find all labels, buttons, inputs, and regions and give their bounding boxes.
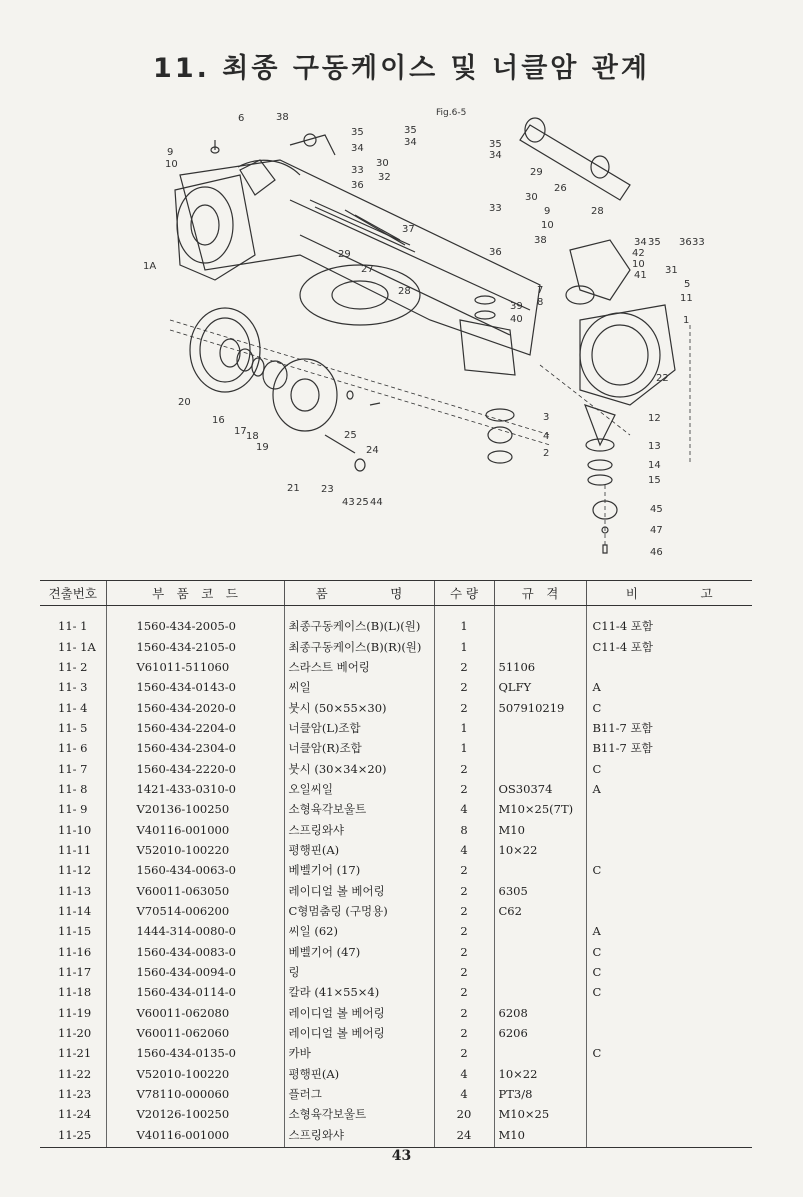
callout-label: 5 [684, 279, 691, 290]
cell-remarks: C [586, 942, 752, 962]
cell-specification: 507910219 [494, 697, 586, 717]
callout-label: 3 [543, 412, 550, 423]
cell-part-code: V20126-100250 [106, 1104, 284, 1124]
parts-table [40, 580, 752, 1148]
cell-part-code: 1560-434-2220-0 [106, 758, 284, 778]
cell-remarks: A [586, 921, 752, 941]
cell-part-number: 11- 1 [58, 619, 88, 634]
table-row [40, 779, 752, 799]
cell-remarks [586, 1064, 752, 1084]
callout-label: 19 [256, 442, 269, 453]
callout-label: 1A [143, 261, 157, 272]
cell-specification: 6208 [494, 1003, 586, 1023]
cell-part-name: 너클암(R)조합 [284, 738, 434, 758]
cell-specification [494, 921, 586, 941]
cell-quantity: 8 [434, 819, 494, 839]
cell-part-name: 너클암(L)조합 [284, 718, 434, 738]
cell-part-number: 11-13 [58, 883, 92, 898]
cell-quantity: 2 [434, 880, 494, 900]
callout-label: 44 [370, 497, 383, 508]
cell-remarks: A [586, 677, 752, 697]
cell-part-number: 11- 1A [58, 639, 96, 654]
cell-quantity: 1 [434, 606, 494, 637]
cell-part-number: 11-17 [58, 965, 92, 980]
cell-part-number: 11- 4 [58, 700, 88, 715]
cell-remarks [586, 1023, 752, 1043]
cell-remarks: B11-7 포함 [586, 738, 752, 758]
cell-quantity: 2 [434, 962, 494, 982]
header-part-number: 견출번호 [40, 581, 106, 606]
callout-label: 10 [541, 220, 554, 231]
cell-specification [494, 606, 586, 637]
cell-remarks [586, 1125, 752, 1148]
callout-label: 12 [648, 413, 661, 424]
cell-specification: 6305 [494, 880, 586, 900]
cell-remarks: C [586, 962, 752, 982]
cell-part-number: 11- 3 [58, 680, 88, 695]
cell-specification: PT3/8 [494, 1084, 586, 1104]
cell-quantity: 4 [434, 1064, 494, 1084]
cell-quantity: 20 [434, 1104, 494, 1124]
callout-label: 22 [656, 373, 669, 384]
callout-label: 42 [632, 248, 645, 259]
callout-label: 36 [351, 180, 364, 191]
callout-label: 29 [338, 249, 351, 260]
cell-quantity: 2 [434, 758, 494, 778]
cell-part-number: 11-18 [58, 985, 92, 1000]
page-title: 11. 최종 구동케이스 및 너클암 관계 [153, 53, 650, 84]
header-quantity: 수 량 [434, 581, 494, 606]
cell-part-number: 11-20 [58, 1026, 92, 1041]
cell-part-code: 1560-434-0114-0 [106, 982, 284, 1002]
cell-specification [494, 738, 586, 758]
cell-part-name: 베벨기어 (47) [284, 942, 434, 962]
cell-part-number: 11-23 [58, 1087, 92, 1102]
callout-label: 32 [378, 172, 391, 183]
cell-part-code: V61011-511060 [106, 657, 284, 677]
cell-part-number: 11- 5 [58, 720, 88, 735]
callout-label: 24 [366, 445, 379, 456]
cell-part-number: 11-21 [58, 1046, 92, 1061]
header-part-name: 품 명 [284, 581, 434, 606]
table-row [40, 942, 752, 962]
cell-part-code: V78110-000060 [106, 1084, 284, 1104]
cell-remarks: C [586, 1043, 752, 1063]
cell-specification: M10×25(7T) [494, 799, 586, 819]
cell-quantity: 4 [434, 1084, 494, 1104]
cell-remarks [586, 1084, 752, 1104]
cell-part-number: 11-24 [58, 1107, 92, 1122]
table-row [40, 738, 752, 758]
callout-label: 10 [632, 259, 645, 270]
callout-label: 36 [679, 237, 692, 248]
cell-part-number: 11-22 [58, 1066, 92, 1081]
cell-specification: 10×22 [494, 1064, 586, 1084]
cell-quantity: 2 [434, 982, 494, 1002]
callout-label: 17 [234, 426, 247, 437]
callout-label: 1 [683, 315, 690, 326]
table-row [40, 921, 752, 941]
cell-part-number: 11-15 [58, 924, 92, 939]
cell-quantity: 1 [434, 718, 494, 738]
cell-quantity: 4 [434, 799, 494, 819]
table-row [40, 1125, 752, 1148]
cell-part-name: 최종구동케이스(B)(L)(원) [284, 606, 434, 637]
cell-specification: C62 [494, 901, 586, 921]
cell-part-code: 1560-434-0143-0 [106, 677, 284, 697]
cell-part-name: 최종구동케이스(B)(R)(원) [284, 636, 434, 656]
cell-part-code: V20136-100250 [106, 799, 284, 819]
cell-remarks: A [586, 779, 752, 799]
cell-remarks: C [586, 697, 752, 717]
cell-quantity: 2 [434, 779, 494, 799]
cell-specification [494, 636, 586, 656]
callout-label: 28 [398, 286, 411, 297]
cell-specification: 51106 [494, 657, 586, 677]
callout-label: 15 [648, 475, 661, 486]
callout-label: 33 [692, 237, 705, 248]
cell-part-number: 11-25 [40, 1125, 106, 1148]
cell-part-code: 1560-434-2105-0 [106, 636, 284, 656]
cell-part-code: 1560-434-0083-0 [106, 942, 284, 962]
cell-part-name: 스프링와샤 [284, 819, 434, 839]
cell-quantity: 2 [434, 657, 494, 677]
cell-part-name: 평행핀(A) [284, 1064, 434, 1084]
table-row [40, 1104, 752, 1124]
cell-part-name: 스프링와샤 [284, 1125, 434, 1148]
callout-label: 35 [404, 125, 417, 136]
cell-quantity: 4 [434, 840, 494, 860]
cell-remarks: C11-4 포함 [586, 636, 752, 656]
cell-specification: 6206 [494, 1023, 586, 1043]
cell-part-name: 카바 [284, 1043, 434, 1063]
callout-label: 45 [650, 504, 663, 515]
cell-remarks [586, 819, 752, 839]
callout-label: 37 [402, 224, 415, 235]
callout-label: 34 [404, 137, 417, 148]
cell-quantity: 2 [434, 942, 494, 962]
cell-quantity: 2 [434, 1003, 494, 1023]
callout-label: 35 [648, 237, 661, 248]
callout-label: 35 [489, 139, 502, 150]
cell-part-code: V60011-063050 [106, 880, 284, 900]
table-header-row [40, 581, 752, 606]
callout-label: 10 [165, 159, 178, 170]
table-row [40, 982, 752, 1002]
cell-specification: M10×25 [494, 1104, 586, 1124]
cell-part-code: V40116-001000 [106, 1125, 284, 1148]
cell-part-name: C형멈춤링 (구멍용) [284, 901, 434, 921]
cell-part-code: 1560-434-0063-0 [106, 860, 284, 880]
callout-label: 34 [634, 237, 647, 248]
callout-label: 23 [321, 484, 334, 495]
cell-part-name: 레이디얼 볼 베어링 [284, 880, 434, 900]
callout-label: 7 [537, 285, 544, 296]
callout-label: 33 [351, 165, 364, 176]
cell-part-number: 11-12 [58, 863, 92, 878]
table-row [40, 636, 752, 656]
cell-part-name: 오일씨일 [284, 779, 434, 799]
table-row [40, 799, 752, 819]
cell-part-code: 1560-434-2005-0 [106, 606, 284, 637]
table-row [40, 1003, 752, 1023]
table-row [40, 840, 752, 860]
cell-quantity: 2 [434, 921, 494, 941]
cell-specification [494, 718, 586, 738]
cell-part-number: 11-10 [58, 822, 92, 837]
cell-specification [494, 860, 586, 880]
cell-specification [494, 982, 586, 1002]
cell-part-number: 11-11 [58, 842, 92, 857]
exploded-parts-diagram [110, 105, 710, 570]
callout-label: 34 [351, 143, 364, 154]
callout-label: 25 [356, 497, 369, 508]
cell-remarks: C [586, 860, 752, 880]
cell-part-name: 플러그 [284, 1084, 434, 1104]
cell-quantity: 2 [434, 1043, 494, 1063]
cell-remarks: B11-7 포함 [586, 718, 752, 738]
cell-part-number: 11- 8 [58, 781, 88, 796]
cell-quantity: 2 [434, 860, 494, 880]
callout-label: 46 [650, 547, 663, 558]
callout-label: 34 [489, 150, 502, 161]
cell-part-code: 1560-434-2204-0 [106, 718, 284, 738]
figure-reference: Fig.6-5 [436, 108, 467, 118]
callout-label: 25 [344, 430, 357, 441]
cell-specification: M10 [494, 819, 586, 839]
cell-remarks [586, 799, 752, 819]
cell-remarks [586, 1003, 752, 1023]
cell-part-name: 소형육각보울트 [284, 1104, 434, 1124]
callout-label: 39 [510, 301, 523, 312]
cell-part-name: 붓시 (30×34×20) [284, 758, 434, 778]
cell-part-name: 레이디얼 볼 베어링 [284, 1003, 434, 1023]
cell-quantity: 2 [434, 697, 494, 717]
header-remarks: 비 고 [586, 581, 752, 606]
cell-remarks [586, 880, 752, 900]
cell-part-code: 1560-434-0094-0 [106, 962, 284, 982]
callout-label: 13 [648, 441, 661, 452]
cell-specification: QLFY [494, 677, 586, 697]
callout-label: 21 [287, 483, 300, 494]
diagram-drawing [110, 105, 710, 570]
callout-label: 47 [650, 525, 663, 536]
callout-label: 6 [238, 113, 245, 124]
table-row [40, 1023, 752, 1043]
callout-label: 30 [525, 192, 538, 203]
cell-specification: OS30374 [494, 779, 586, 799]
table-row [40, 901, 752, 921]
cell-part-name: 붓시 (50×55×30) [284, 697, 434, 717]
cell-remarks [586, 840, 752, 860]
table-row [40, 819, 752, 839]
cell-part-number: 11- 6 [58, 741, 88, 756]
callout-label: 28 [591, 206, 604, 217]
callout-label: 9 [167, 147, 174, 158]
callout-label: 43 [342, 497, 355, 508]
callout-label: 27 [361, 264, 374, 275]
cell-part-number: 11- 9 [58, 802, 88, 817]
callout-label: 35 [351, 127, 364, 138]
table-row [40, 880, 752, 900]
cell-specification [494, 758, 586, 778]
cell-part-code: V52010-100220 [106, 840, 284, 860]
callout-label: 8 [537, 297, 544, 308]
cell-specification [494, 962, 586, 982]
header-part-code: 부 품 코 드 [106, 581, 284, 606]
table-row [40, 1043, 752, 1063]
callout-label: 9 [544, 206, 551, 217]
cell-part-number: 11- 2 [58, 659, 88, 674]
cell-remarks [586, 901, 752, 921]
cell-part-code: 1444-314-0080-0 [106, 921, 284, 941]
cell-part-code: V60011-062060 [106, 1023, 284, 1043]
cell-specification [494, 942, 586, 962]
page-number: 43 [391, 1148, 412, 1164]
cell-part-name: 레이디얼 볼 베어링 [284, 1023, 434, 1043]
cell-part-number: 11-19 [58, 1005, 92, 1020]
table-row [40, 758, 752, 778]
table-row [40, 697, 752, 717]
table-row [40, 1064, 752, 1084]
cell-part-code: V60011-062080 [106, 1003, 284, 1023]
header-specification: 규 격 [494, 581, 586, 606]
cell-part-code: V70514-006200 [106, 901, 284, 921]
cell-part-name: 평행핀(A) [284, 840, 434, 860]
callout-label: 18 [246, 431, 259, 442]
cell-part-name: 소형육각보울트 [284, 799, 434, 819]
cell-part-code: 1560-434-0135-0 [106, 1043, 284, 1063]
cell-part-number: 11-14 [58, 903, 92, 918]
cell-quantity: 2 [434, 1023, 494, 1043]
cell-remarks [586, 1104, 752, 1124]
cell-quantity: 24 [434, 1125, 494, 1148]
cell-part-name: 칼라 (41×55×4) [284, 982, 434, 1002]
cell-part-name: 링 [284, 962, 434, 982]
cell-quantity: 2 [434, 901, 494, 921]
callout-label: 40 [510, 314, 523, 325]
cell-part-code: 1560-434-2304-0 [106, 738, 284, 758]
table-row [40, 606, 752, 637]
callout-label: 16 [212, 415, 225, 426]
callout-label: 20 [178, 397, 191, 408]
callout-label: 2 [543, 448, 550, 459]
table-row [40, 1084, 752, 1104]
callout-label: 36 [489, 247, 502, 258]
cell-remarks: C11-4 포함 [586, 606, 752, 637]
callout-label: 30 [376, 158, 389, 169]
cell-part-number: 11- 7 [58, 761, 88, 776]
callout-label: 4 [543, 431, 550, 442]
cell-remarks [586, 657, 752, 677]
callout-label: 33 [489, 203, 502, 214]
table-row [40, 718, 752, 738]
callout-label: 11 [680, 293, 693, 304]
cell-quantity: 2 [434, 677, 494, 697]
callout-label: 29 [530, 167, 543, 178]
cell-specification: 10×22 [494, 840, 586, 860]
cell-part-code: V40116-001000 [106, 819, 284, 839]
cell-part-name: 베벨기어 (17) [284, 860, 434, 880]
cell-quantity: 1 [434, 636, 494, 656]
callout-label: 41 [634, 270, 647, 281]
cell-quantity: 1 [434, 738, 494, 758]
table-row [40, 657, 752, 677]
cell-part-name: 씨일 (62) [284, 921, 434, 941]
table-row [40, 860, 752, 880]
cell-part-name: 씨일 [284, 677, 434, 697]
cell-part-code: 1560-434-2020-0 [106, 697, 284, 717]
cell-part-number: 11-16 [58, 944, 92, 959]
callout-label: 14 [648, 460, 661, 471]
cell-specification: M10 [494, 1125, 586, 1148]
table-row [40, 962, 752, 982]
cell-part-name: 스라스트 베어링 [284, 657, 434, 677]
callout-label: 38 [534, 235, 547, 246]
callout-label: 26 [554, 183, 567, 194]
cell-part-code: 1421-433-0310-0 [106, 779, 284, 799]
table-row [40, 677, 752, 697]
cell-remarks: C [586, 758, 752, 778]
cell-part-code: V52010-100220 [106, 1064, 284, 1084]
cell-specification [494, 1043, 586, 1063]
callout-label: 31 [665, 265, 678, 276]
cell-remarks: C [586, 982, 752, 1002]
callout-label: 38 [276, 112, 289, 123]
